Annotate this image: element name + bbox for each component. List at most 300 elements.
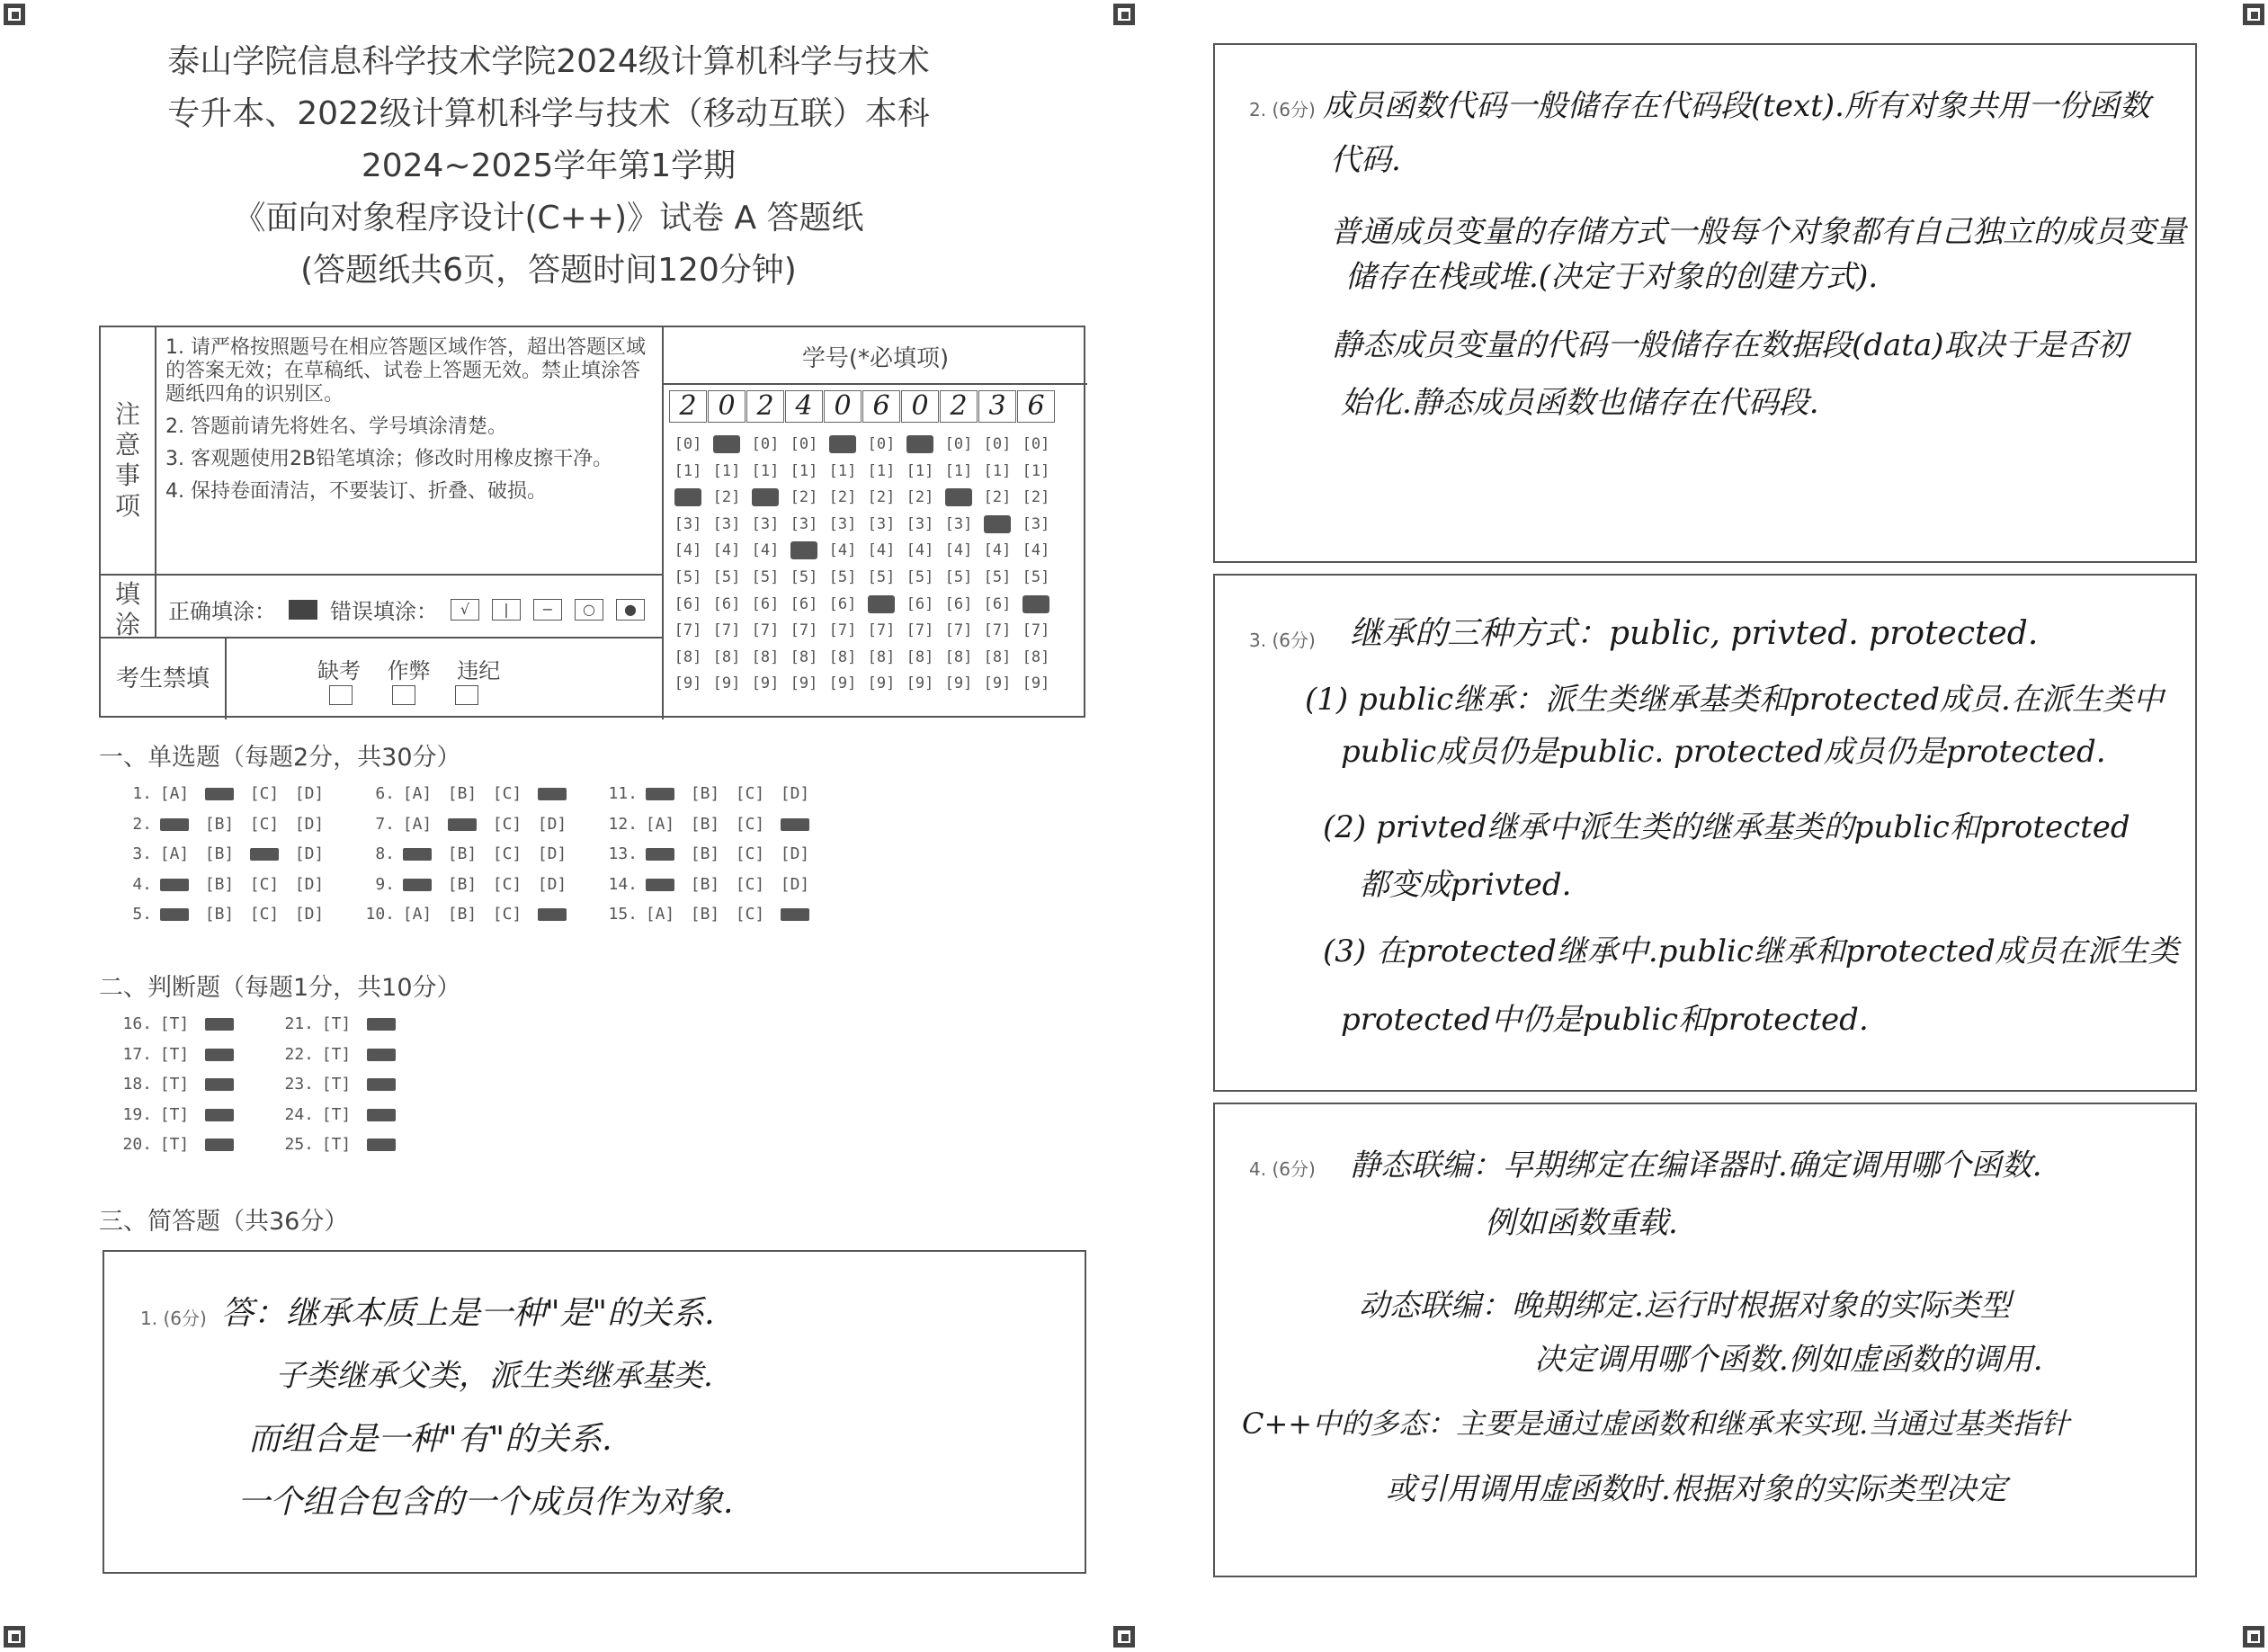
handwritten-line: 始化.静态成员函数也储存在代码段.	[1341, 385, 1819, 421]
option-bubble[interactable]: [C]	[249, 874, 280, 894]
question-number: 9.	[375, 874, 395, 894]
student-id-bubble-column	[862, 432, 900, 698]
question-row	[112, 1105, 242, 1124]
question-row	[355, 784, 575, 803]
student-id-bubble[interactable]: [2]	[906, 488, 934, 507]
question-row	[274, 1075, 404, 1094]
student-id-bubble-filled[interactable]: [2]	[751, 488, 780, 507]
option-bubble-filled[interactable]	[197, 784, 242, 803]
handwritten-line: 静态成员变量的代码一般储存在数据段(data)取决于是否初	[1332, 327, 2128, 363]
student-id-bubble[interactable]: [6]	[674, 594, 702, 613]
student-id-bubble-filled[interactable]: [4]	[790, 541, 818, 560]
fill-example-row	[168, 594, 645, 625]
student-id-bubble[interactable]: [3]	[828, 514, 857, 533]
question-row	[112, 815, 332, 834]
header-line-1: 泰山学院信息科学技术学院2024级计算机科学与技术	[167, 43, 930, 80]
student-id-bubble[interactable]: [9]	[867, 674, 896, 693]
option-bubble-filled[interactable]	[359, 1135, 404, 1154]
correct-fill-label: 正确填涂：	[168, 599, 276, 624]
student-id-bubble[interactable]: [5]	[712, 567, 741, 586]
wrong-fill-mark: √	[451, 599, 479, 621]
option-bubble[interactable]: [T]	[159, 1014, 190, 1033]
student-id-bubble[interactable]: [2]	[983, 488, 1012, 507]
handwritten-line: 储存在栈或堆.(决定于对象的创建方式).	[1345, 259, 1879, 295]
divider	[101, 574, 662, 576]
student-id-bubble[interactable]: [1]	[712, 461, 741, 480]
divider	[662, 327, 664, 719]
student-id-bubble[interactable]: [8]	[790, 647, 818, 666]
option-bubble[interactable]: [C]	[492, 814, 522, 834]
student-id-bubble[interactable]: [1]	[674, 461, 702, 480]
handwritten-line: C++中的多态：主要是通过虚函数和继承来实现.当通过基类指针	[1242, 1406, 2070, 1441]
student-id-bubble[interactable]: [0]	[867, 435, 896, 453]
option-bubble-filled[interactable]	[359, 1105, 404, 1124]
student-id-bubble-column	[669, 432, 707, 698]
student-id-bubble-column	[708, 432, 746, 698]
student-id-bubble[interactable]: [3]	[712, 514, 741, 533]
option-bubble[interactable]: [B]	[204, 874, 235, 894]
student-id-bubble[interactable]: [6]	[712, 594, 741, 613]
option-bubble[interactable]: [B]	[204, 814, 235, 834]
option-bubble-filled[interactable]	[638, 784, 683, 803]
option-bubble-filled[interactable]	[530, 905, 575, 924]
student-id-bubble-filled[interactable]: [0]	[712, 435, 741, 453]
option-bubble-filled[interactable]	[197, 1135, 242, 1154]
question-number: 24.	[284, 1104, 314, 1124]
cheat-label: 作弊	[387, 658, 431, 683]
option-bubble[interactable]: [D]	[537, 844, 567, 863]
option-bubble[interactable]: [D]	[294, 814, 325, 834]
question-number: 17.	[122, 1044, 152, 1064]
question-label: 2. (6分)	[1249, 99, 1316, 121]
student-id-bubble-filled[interactable]: [6]	[867, 594, 896, 613]
answer-box-q2[interactable]	[1213, 43, 2197, 563]
option-bubble[interactable]: [A]	[402, 905, 433, 924]
student-id-bubble[interactable]: [4]	[712, 541, 741, 560]
student-id-bubble[interactable]: [2]	[790, 488, 818, 507]
student-id-bubble[interactable]: [9]	[828, 674, 857, 693]
student-id-bubble[interactable]: [7]	[1022, 621, 1050, 640]
student-id-bubble[interactable]: [3]	[674, 514, 702, 533]
question-number: 23.	[284, 1075, 314, 1094]
question-row	[355, 844, 575, 863]
divider	[155, 576, 156, 637]
student-id-title: 学号(*必填项)	[801, 345, 950, 372]
option-bubble[interactable]: [T]	[321, 1044, 352, 1064]
question-row	[355, 875, 575, 894]
student-id-bubble[interactable]: [2]	[1022, 488, 1050, 507]
option-bubble[interactable]: [B]	[204, 905, 235, 924]
question-row	[598, 905, 817, 924]
student-id-bubble[interactable]: [1]	[1022, 461, 1050, 480]
note-item: 1. 请严格按照题号在相应答题区域作答，超出答题区域的答案无效；在草稿纸、试卷上答题无效。禁止填涂答题纸四角的识别区。	[165, 336, 646, 406]
option-bubble[interactable]: [C]	[249, 784, 280, 803]
answer-box-q3[interactable]	[1213, 574, 2197, 1092]
student-id-bubble[interactable]: [1]	[944, 461, 973, 480]
question-number: 20.	[122, 1135, 152, 1154]
student-id-bubble[interactable]: [2]	[828, 488, 857, 507]
student-id-bubble[interactable]: [2]	[712, 488, 741, 507]
option-bubble[interactable]: [B]	[690, 784, 720, 803]
handwritten-line: 普通成员变量的存储方式一般每个对象都有自己独立的成员变量	[1330, 214, 2186, 250]
option-bubble-filled[interactable]	[152, 875, 197, 894]
question-number: 11.	[608, 784, 638, 803]
student-id-bubble[interactable]: [5]	[751, 567, 780, 586]
option-bubble-filled[interactable]	[638, 844, 683, 863]
cheat-checkbox[interactable]	[392, 685, 415, 705]
student-id-bubble[interactable]: [0]	[983, 435, 1012, 453]
question-number: 19.	[122, 1104, 152, 1124]
option-bubble-filled[interactable]	[530, 784, 575, 803]
student-id-digit: 3	[978, 390, 1016, 423]
registration-mark-bottom-left	[4, 1626, 25, 1648]
question-label: 3. (6分)	[1249, 630, 1316, 651]
forbidden-checkboxes	[329, 685, 478, 705]
option-bubble[interactable]: [B]	[447, 905, 478, 924]
student-id-bubble[interactable]: [5]	[1022, 567, 1050, 586]
option-bubble[interactable]: [A]	[159, 844, 190, 863]
option-bubble-filled[interactable]	[197, 1105, 242, 1124]
option-bubble[interactable]: [D]	[780, 784, 810, 803]
student-id-bubble[interactable]: [9]	[751, 674, 780, 693]
student-id-bubble[interactable]: [6]	[790, 594, 818, 613]
registration-mark-bottom-right	[2243, 1626, 2264, 1648]
question-number: 7.	[375, 814, 395, 834]
question-number: 21.	[284, 1014, 314, 1033]
option-bubble[interactable]: [B]	[690, 874, 720, 894]
question-number: 6.	[375, 784, 395, 803]
student-id-bubble[interactable]: [8]	[712, 647, 741, 666]
student-id-bubble[interactable]: [6]	[751, 594, 780, 613]
option-bubble[interactable]: [A]	[402, 814, 433, 834]
student-id-digit: 2	[940, 390, 978, 423]
info-table	[99, 326, 1085, 718]
option-bubble[interactable]: [C]	[735, 784, 765, 803]
student-id-bubble[interactable]: [1]	[828, 461, 857, 480]
section-3-title: 三、简答题（共36分）	[99, 1208, 349, 1236]
student-id-bubble[interactable]: [9]	[906, 674, 934, 693]
option-bubble-filled[interactable]	[242, 844, 287, 863]
student-id-bubble[interactable]: [0]	[944, 435, 973, 453]
question-row	[274, 1014, 404, 1033]
option-bubble-filled[interactable]	[395, 844, 440, 863]
student-id-bubble[interactable]: [7]	[867, 621, 896, 640]
student-id-bubble[interactable]: [8]	[828, 647, 857, 666]
question-label: 4. (6分)	[1249, 1158, 1316, 1180]
student-id-bubble-column	[978, 432, 1016, 698]
student-id-bubble[interactable]: [1]	[867, 461, 896, 480]
notes-list	[165, 336, 651, 513]
student-id-bubble-filled[interactable]: [2]	[674, 488, 702, 507]
registration-mark-top-right	[2243, 4, 2264, 25]
student-id-bubble[interactable]: [8]	[867, 647, 896, 666]
student-id-bubble[interactable]: [5]	[790, 567, 818, 586]
option-bubble[interactable]: [D]	[537, 814, 567, 834]
note-item: 3. 客观题使用2B铅笔填涂；修改时用橡皮擦干净。	[165, 448, 613, 470]
option-bubble[interactable]: [T]	[321, 1014, 352, 1033]
student-id-bubble[interactable]: [4]	[906, 541, 934, 560]
question-number: 8.	[375, 844, 395, 863]
student-id-bubble[interactable]: [5]	[944, 567, 973, 586]
student-id-bubble[interactable]: [4]	[828, 541, 857, 560]
student-id-bubble[interactable]: [8]	[983, 647, 1012, 666]
option-bubble[interactable]: [C]	[492, 784, 522, 803]
option-bubble[interactable]: [B]	[690, 844, 720, 863]
option-bubble[interactable]: [B]	[690, 814, 720, 834]
option-bubble-filled[interactable]	[197, 1075, 242, 1094]
student-id-bubble[interactable]: [2]	[867, 488, 896, 507]
student-id-bubble[interactable]: [1]	[906, 461, 934, 480]
handwritten-line: 都变成privted.	[1359, 867, 1572, 903]
registration-mark-top-center	[1113, 4, 1135, 25]
student-id-bubble-column	[785, 432, 823, 698]
question-row	[598, 875, 817, 894]
option-bubble-filled[interactable]	[359, 1075, 404, 1094]
wrong-fill-mark: ○	[575, 599, 603, 621]
student-id-bubble[interactable]: [7]	[790, 621, 818, 640]
student-id-bubble[interactable]: [7]	[674, 621, 702, 640]
student-id-digit: 2	[669, 390, 707, 423]
question-row	[598, 815, 817, 834]
question-row	[598, 844, 817, 863]
option-bubble[interactable]: [T]	[159, 1044, 190, 1064]
option-bubble[interactable]: [C]	[735, 814, 765, 834]
student-id-bubble[interactable]: [7]	[712, 621, 741, 640]
student-id-bubble[interactable]: [7]	[906, 621, 934, 640]
handwritten-line: 决定调用哪个函数.例如虚函数的调用.	[1534, 1342, 2043, 1378]
option-bubble[interactable]: [D]	[294, 874, 325, 894]
option-bubble[interactable]: [A]	[645, 905, 675, 924]
student-id-bubble[interactable]: [1]	[983, 461, 1012, 480]
question-number: 1.	[132, 784, 152, 803]
option-bubble[interactable]: [B]	[690, 905, 720, 924]
question-row	[274, 1105, 404, 1124]
option-bubble[interactable]: [B]	[447, 874, 478, 894]
option-bubble[interactable]: [T]	[159, 1075, 190, 1094]
student-id-bubble[interactable]: [4]	[674, 541, 702, 560]
correct-fill-swatch	[289, 600, 317, 620]
option-bubble[interactable]: [T]	[321, 1104, 352, 1124]
answer-box-q4[interactable]	[1213, 1103, 2197, 1577]
option-bubble[interactable]: [C]	[492, 874, 522, 894]
student-id-bubble[interactable]: [5]	[983, 567, 1012, 586]
option-bubble-filled[interactable]	[152, 815, 197, 834]
student-id-bubble-filled[interactable]: [6]	[1022, 594, 1050, 613]
handwritten-line: 静态联编：早期绑定在编译器时.确定调用哪个函数.	[1350, 1147, 2042, 1183]
absent-checkbox[interactable]	[329, 685, 353, 705]
violation-label: 违纪	[457, 658, 501, 683]
student-id-bubble[interactable]: [3]	[944, 514, 973, 533]
question-number: 25.	[284, 1135, 314, 1154]
student-id-bubble-column	[1017, 432, 1055, 698]
handwritten-line: (2) privted继承中派生类的继承基类的public和protected	[1323, 809, 2130, 845]
student-id-bubble[interactable]: [6]	[983, 594, 1012, 613]
option-bubble-filled[interactable]	[772, 815, 817, 834]
student-id-bubble[interactable]: [4]	[751, 541, 780, 560]
handwritten-line: protected中仍是public和protected.	[1341, 1002, 1869, 1038]
header-line-5: (答题纸共6页，答题时间120分钟)	[300, 252, 797, 289]
question-number: 18.	[122, 1075, 152, 1094]
option-bubble-filled[interactable]	[395, 875, 440, 894]
option-bubble[interactable]: [T]	[159, 1104, 190, 1124]
handwritten-line: (1) public继承：派生类继承基类和protected成员.在派生类中	[1305, 682, 2164, 718]
student-id-bubble[interactable]: [5]	[867, 567, 896, 586]
option-bubble[interactable]: [B]	[447, 784, 478, 803]
student-id-bubble[interactable]: [3]	[751, 514, 780, 533]
student-id-bubble[interactable]: [4]	[944, 541, 973, 560]
student-id-bubble[interactable]: [9]	[674, 674, 702, 693]
handwritten-line: 例如函数重载.	[1485, 1205, 1678, 1241]
option-bubble[interactable]: [T]	[321, 1135, 352, 1154]
option-bubble[interactable]: [C]	[492, 844, 522, 863]
fill-label: 填 涂	[114, 579, 140, 639]
option-bubble[interactable]: [D]	[294, 844, 325, 863]
student-id-bubble[interactable]: [5]	[828, 567, 857, 586]
question-number: 4.	[132, 874, 152, 894]
option-bubble[interactable]: [T]	[159, 1135, 190, 1154]
student-id-bubble[interactable]: [1]	[790, 461, 818, 480]
exam-header	[99, 36, 998, 297]
question-row	[112, 844, 332, 863]
note-item: 4. 保持卷面清洁，不要装订、折叠、破损。	[165, 480, 547, 503]
option-bubble[interactable]: [D]	[294, 784, 325, 803]
student-id-bubble[interactable]: [0]	[790, 435, 818, 453]
wrong-fill-mark: ●	[616, 599, 645, 621]
student-id-bubble-column	[824, 432, 862, 698]
student-id-bubble[interactable]: [8]	[1022, 647, 1050, 666]
option-bubble-filled[interactable]	[359, 1014, 404, 1033]
student-id-bubble-filled[interactable]: [2]	[944, 488, 973, 507]
student-id-bubble-filled[interactable]: [0]	[828, 435, 857, 453]
handwritten-line: 或引用调用虚函数时.根据对象的实际类型决定	[1386, 1471, 2007, 1507]
student-id-digit: 0	[824, 390, 862, 423]
option-bubble-filled[interactable]	[772, 905, 817, 924]
option-bubble[interactable]: [T]	[321, 1075, 352, 1094]
header-line-4: 《面向对象程序设计(C++)》试卷 A 答题纸	[233, 200, 864, 237]
question-number: 5.	[132, 905, 152, 924]
student-id-bubble[interactable]: [6]	[906, 594, 934, 613]
question-row	[112, 784, 332, 803]
question-number: 10.	[365, 905, 395, 924]
student-id-bubble[interactable]: [3]	[906, 514, 934, 533]
option-bubble-filled[interactable]	[197, 1014, 242, 1033]
option-bubble[interactable]: [C]	[249, 905, 280, 924]
student-id-bubble-column	[746, 432, 784, 698]
student-id-bubble[interactable]: [9]	[1022, 674, 1050, 693]
header-line-3: 2024~2025学年第1学期	[361, 147, 737, 184]
handwritten-line: 代码.	[1330, 142, 1401, 178]
option-bubble[interactable]: [B]	[204, 844, 235, 863]
option-bubble[interactable]: [D]	[780, 844, 810, 863]
student-id-bubble[interactable]: [1]	[751, 461, 780, 480]
question-number: 13.	[608, 844, 638, 863]
question-row	[112, 905, 332, 924]
student-id-bubble[interactable]: [9]	[790, 674, 818, 693]
handwritten-line: 继承的三种方式：public, privted. protected.	[1350, 615, 2039, 652]
answer-sheet-page-right	[1134, 0, 2268, 1652]
student-id-digit: 0	[708, 390, 746, 423]
student-id-bubble-column	[940, 432, 978, 698]
option-bubble[interactable]: [D]	[294, 905, 325, 924]
handwritten-line: 动态联编：晚期绑定.运行时根据对象的实际类型	[1359, 1288, 2011, 1324]
student-id-bubble[interactable]: [8]	[674, 647, 702, 666]
violation-checkbox[interactable]	[455, 685, 478, 705]
student-id-bubble[interactable]: [6]	[944, 594, 973, 613]
question-row	[112, 1075, 242, 1094]
wrong-fill-label: 错误填涂：	[330, 599, 438, 624]
option-bubble[interactable]: [A]	[402, 784, 433, 803]
answer-box-q1[interactable]	[103, 1250, 1086, 1574]
wrong-fill-mark: |	[492, 599, 521, 621]
student-id-bubble[interactable]: [7]	[751, 621, 780, 640]
student-id-digit: 6	[1017, 390, 1055, 423]
option-bubble-filled[interactable]	[197, 1045, 242, 1064]
student-id-bubble[interactable]: [9]	[944, 674, 973, 693]
student-id-bubble[interactable]: [8]	[944, 647, 973, 666]
option-bubble[interactable]: [B]	[447, 844, 478, 863]
question-row	[112, 1014, 242, 1033]
option-bubble-filled[interactable]	[638, 875, 683, 894]
student-id-bubble[interactable]: [6]	[828, 594, 857, 613]
option-bubble[interactable]: [C]	[249, 814, 280, 834]
divider	[155, 327, 156, 574]
student-id-bubble[interactable]: [7]	[983, 621, 1012, 640]
option-bubble[interactable]: [C]	[735, 874, 765, 894]
registration-mark-top-left	[4, 4, 25, 25]
student-id-bubble[interactable]: [4]	[1022, 541, 1050, 560]
student-id-bubble[interactable]: [8]	[906, 647, 934, 666]
student-id-bubble[interactable]: [3]	[867, 514, 896, 533]
question-row	[355, 905, 575, 924]
student-id-bubble[interactable]: [9]	[983, 674, 1012, 693]
forbidden-label: 考生禁填	[101, 638, 227, 719]
question-row	[112, 1045, 242, 1064]
student-id-bubble[interactable]: [4]	[983, 541, 1012, 560]
option-bubble[interactable]: [A]	[159, 784, 190, 803]
option-bubble[interactable]: [C]	[735, 844, 765, 863]
student-id-bubble[interactable]: [7]	[944, 621, 973, 640]
option-bubble-filled[interactable]	[440, 815, 485, 834]
option-bubble-filled[interactable]	[359, 1045, 404, 1064]
student-id-bubble[interactable]: [8]	[751, 647, 780, 666]
student-id-bubble[interactable]: [0]	[1022, 435, 1050, 453]
question-number: 16.	[122, 1014, 152, 1033]
student-id-bubble[interactable]: [3]	[1022, 514, 1050, 533]
student-id-bubble[interactable]: [4]	[867, 541, 896, 560]
student-id-bubble[interactable]: [0]	[751, 435, 780, 453]
option-bubble[interactable]: [C]	[492, 905, 522, 924]
student-id-bubble[interactable]: [5]	[906, 567, 934, 586]
student-id-bubble[interactable]: [5]	[674, 567, 702, 586]
option-bubble[interactable]: [D]	[537, 874, 567, 894]
note-item: 2. 答题前请先将姓名、学号填涂清楚。	[165, 415, 507, 438]
question-number: 15.	[608, 905, 638, 924]
option-bubble-filled[interactable]	[152, 905, 197, 924]
student-id-bubble-filled[interactable]: [0]	[906, 435, 934, 453]
option-bubble[interactable]: [D]	[780, 874, 810, 894]
student-id-bubble-filled[interactable]: [3]	[983, 514, 1012, 533]
student-id-bubble[interactable]: [3]	[790, 514, 818, 533]
handwritten-line: 成员函数代码一般储存在代码段(text).所有对象共用一份函数	[1323, 88, 2150, 124]
option-bubble[interactable]: [A]	[645, 814, 675, 834]
option-bubble[interactable]: [C]	[735, 905, 765, 924]
wrong-fill-mark: −	[533, 599, 562, 621]
student-id-bubble[interactable]: [0]	[674, 435, 702, 453]
handwritten-line: 答：继承本质上是一种"是"的关系.	[221, 1295, 715, 1332]
handwritten-line: 而组合是一种"有"的关系.	[248, 1421, 612, 1458]
student-id-bubble[interactable]: [9]	[712, 674, 741, 693]
student-id-bubble[interactable]: [7]	[828, 621, 857, 640]
